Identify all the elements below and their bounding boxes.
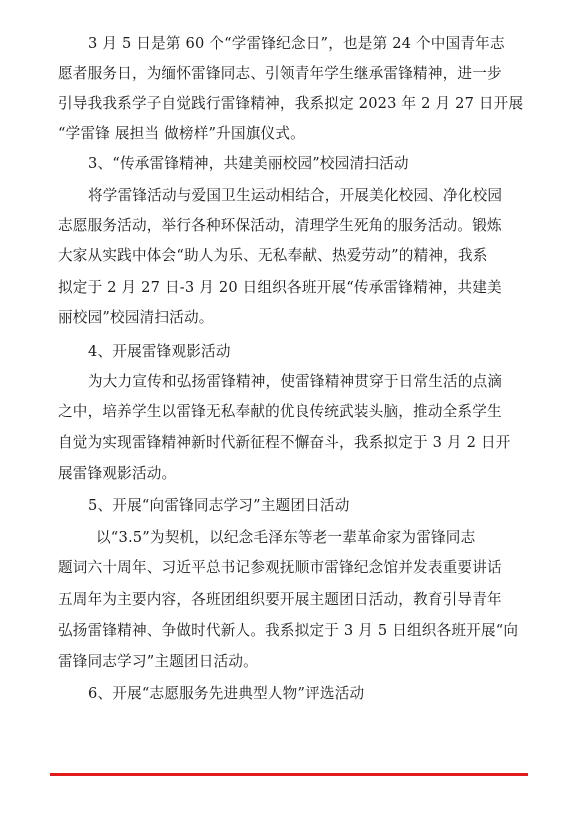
paragraph-line: 引导我我系学子自觉践行雷锋精神，我系拟定 2023 年 2 月 27 日开展 (58, 95, 524, 112)
section-heading-3: 3、“传承雷锋精神，共建美丽校园”校园清扫活动 (88, 155, 409, 172)
paragraph-line: 弘扬雷锋精神、争做时代新人。我系拟定于 3 月 5 日组织各班开展“向 (58, 622, 519, 639)
paragraph-line: 3 月 5 日是第 60 个“学雷锋纪念日”，也是第 24 个中国青年志 (88, 35, 505, 52)
paragraph-line: 五周年为主要内容，各班团组织要开展主题团日活动，教育引导青年 (58, 591, 502, 608)
paragraph-line: “学雷锋 展担当 做榜样”升国旗仪式。 (58, 125, 305, 142)
section-heading-5: 5、开展“向雷锋同志学习”主题团日活动 (88, 497, 350, 514)
paragraph-line: 愿者服务日，为缅怀雷锋同志、引领青年学生继承雷锋精神，进一步 (58, 65, 502, 82)
bottom-red-rule (50, 773, 528, 776)
paragraph-line: 拟定于 2 月 27 日-3 月 20 日组织各班开展“传承雷锋精神，共建美 (58, 279, 502, 296)
paragraph-line: 题词六十周年、习近平总书记参观抚顺市雷锋纪念馆并发表重要讲话 (58, 559, 502, 576)
paragraph-line: 将学雷锋活动与爱国卫生运动相结合，开展美化校园、净化校园 (88, 187, 503, 204)
section-heading-6: 6、开展“志愿服务先进典型人物”评选活动 (88, 685, 365, 702)
paragraph-line: 志愿服务活动，举行各种环保活动，清理学生死角的服务活动。锻炼 (58, 217, 502, 234)
paragraph-line: 大家从实践中体会“助人为乐、无私奉献、热爱劳动”的精神，我系 (58, 247, 488, 264)
paragraph-line: 雷锋同志学习”主题团日活动。 (58, 653, 258, 670)
section-heading-4: 4、开展雷锋观影活动 (88, 343, 231, 360)
paragraph-line: 为大力宣传和弘扬雷锋精神，使雷锋精神贯穿于日常生活的点滴 (88, 373, 503, 390)
paragraph-line: 丽校园”校园清扫活动。 (58, 309, 214, 326)
paragraph-line: 展雷锋观影活动。 (58, 465, 177, 482)
paragraph-line: 以“3.5”为契机，以纪念毛泽东等老一辈革命家为雷锋同志 (96, 529, 476, 546)
paragraph-line: 之中，培养学生以雷锋无私奉献的优良传统武装头脑，推动全系学生 (58, 403, 502, 420)
paragraph-line: 自觉为实现雷锋精神新时代新征程不懈奋斗，我系拟定于 3 月 2 日开 (58, 434, 511, 451)
